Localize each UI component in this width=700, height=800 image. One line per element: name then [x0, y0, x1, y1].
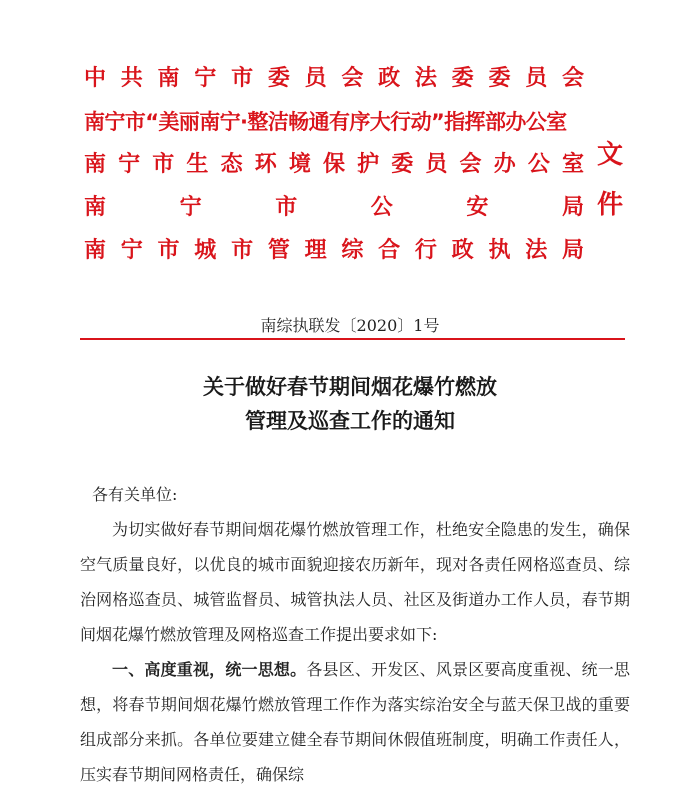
document-word-char: 件 — [596, 190, 623, 220]
document-number: 南综执联发〔2020〕1号 — [260, 316, 440, 335]
document-word — [590, 130, 630, 230]
title-line: 管理及巡查工作的通知 — [245, 409, 455, 433]
section-one-text: 各县区、开发区、风景区要高度重视、统一思想，将春节期间烟花爆竹燃放管理工作作为落实综治安全与蓝天保卫战的重要组成部分来抓。各单位要建立健全春节期间休假值班制度，明确工作责任人，压实春节期间网格责任，确保综 — [80, 660, 630, 784]
document-body — [80, 512, 630, 792]
paragraph-intro-text: 为切实做好春节期间烟花爆竹燃放管理工作，杜绝安全隐患的发生，确保空气质量良好，以优良的城市面貌迎接农历新年，现对各责任网格巡查员、综治网格巡查员、城管监督员、城管执法人员、社区及街道办工作人员，春节期间烟花爆竹燃放管理及网格巡查工作提出要求如下: — [80, 520, 630, 644]
red-divider-line — [80, 338, 625, 340]
issuer-block — [84, 62, 584, 277]
title-line: 关于做好春节期间烟花爆竹燃放 — [203, 375, 497, 399]
issuer-eco-environment-office: 南宁市生态环境保护委员会办公室 — [84, 152, 584, 177]
section-one-heading: 一、高度重视，统一思想。 — [112, 660, 307, 679]
issuer-beautiful-nanning-office: 南宁市“美丽南宁·整洁畅通有序大行动”指挥部办公室 — [84, 110, 567, 134]
salutation: 各有关单位: — [92, 485, 178, 504]
issuer-urban-management-bureau: 南宁市城市管理综合行政执法局 — [84, 238, 584, 263]
paragraph-intro — [80, 512, 630, 652]
paragraph-section-one — [80, 652, 630, 792]
document-title — [0, 370, 700, 438]
issuer-public-security-bureau: 南宁市公安局 — [84, 195, 584, 220]
issuer-politics-law-committee: 中共南宁市委员会政法委委员会 — [84, 66, 584, 91]
document-word-char: 文 — [596, 140, 623, 170]
